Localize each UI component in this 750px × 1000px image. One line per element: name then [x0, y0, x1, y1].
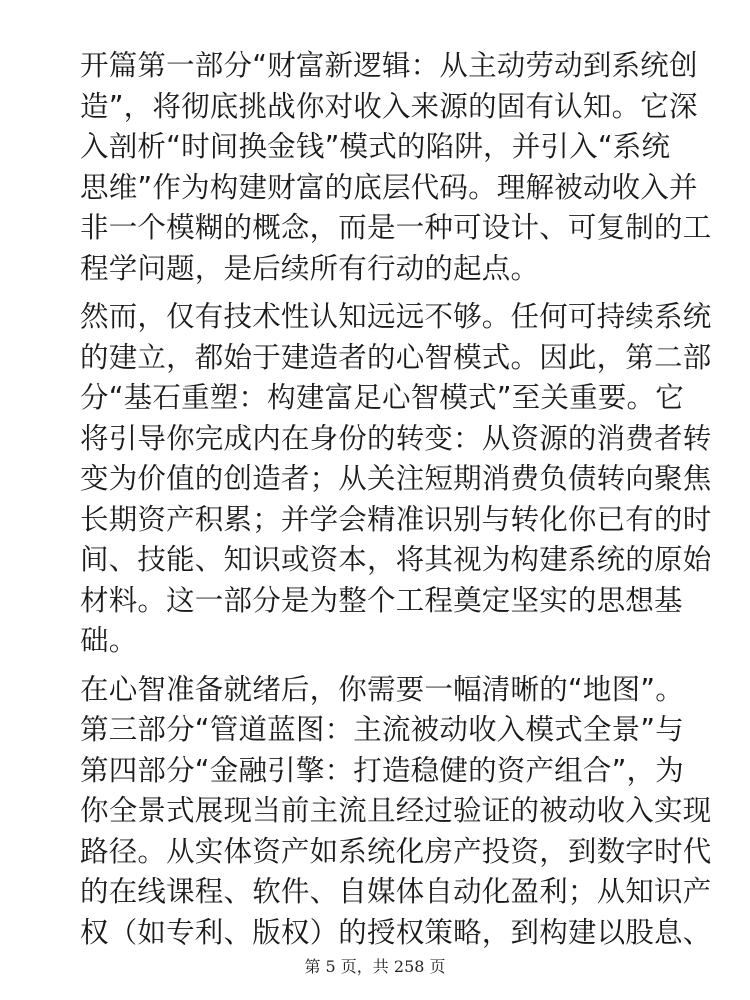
- text-line: 思维”作为构建财富的底层代码。理解被动收入并: [80, 170, 698, 204]
- paragraph-3: [80, 670, 712, 954]
- paragraph-2: [80, 297, 712, 662]
- text-line: 第三部分“管道蓝图：主流被动收入模式全景”与: [80, 713, 684, 746]
- text-line: 权（如专利、版权）的授权策略，到构建以股息、: [80, 915, 712, 949]
- text-line: 程学问题，是后续所有行动的起点。: [80, 251, 540, 285]
- text-line: 材料。这一部分是为整个工程奠定坚实的思想基: [80, 583, 683, 617]
- text-line: 的建立，都始于建造者的心智模式。因此，第二部: [80, 340, 712, 374]
- text-line: 开篇第一部分“财富新逻辑：从主动劳动到系统创: [80, 49, 698, 82]
- text-line: 变为价值的创造者；从关注短期消费负债转向聚焦: [80, 462, 712, 495]
- page-number-footer: 第 5 页，共 258 页: [304, 957, 446, 976]
- text-line: 长期资产积累；并学会精准识别与转化你已有的时: [80, 502, 712, 536]
- text-line: 间、技能、知识或资本，将其视为构建系统的原始: [80, 543, 712, 576]
- text-line: 分“基石重塑：构建富足心智模式”至关重要。它: [80, 381, 684, 414]
- text-line: 造”，将彻底挑战你对收入来源的固有认知。它深: [80, 89, 698, 123]
- text-line: 将引导你完成内在身份的转变：从资源的消费者转: [80, 421, 712, 455]
- text-line: 入剖析“时间换金钱”模式的陷阱，并引入“系统: [80, 130, 671, 163]
- paragraph-1: [80, 46, 712, 289]
- text-line: 非一个模糊的概念，而是一种可设计、可复制的工: [80, 211, 712, 244]
- text-line: 础。: [80, 624, 138, 657]
- document-body: [80, 46, 712, 961]
- text-line: 你全景式展现当前主流且经过验证的被动收入实现: [80, 794, 712, 827]
- text-line: 的在线课程、软件、自媒体自动化盈利；从知识产: [80, 875, 712, 908]
- text-line: 路径。从实体资产如系统化房产投资，到数字时代: [80, 834, 712, 868]
- text-line: 第四部分“金融引擎：打造稳健的资产组合”，为: [80, 753, 684, 787]
- text-line: 在心智准备就绪后，你需要一幅清晰的“地图”。: [80, 672, 684, 706]
- text-line: 然而，仅有技术性认知远远不够。任何可持续系统: [80, 300, 712, 333]
